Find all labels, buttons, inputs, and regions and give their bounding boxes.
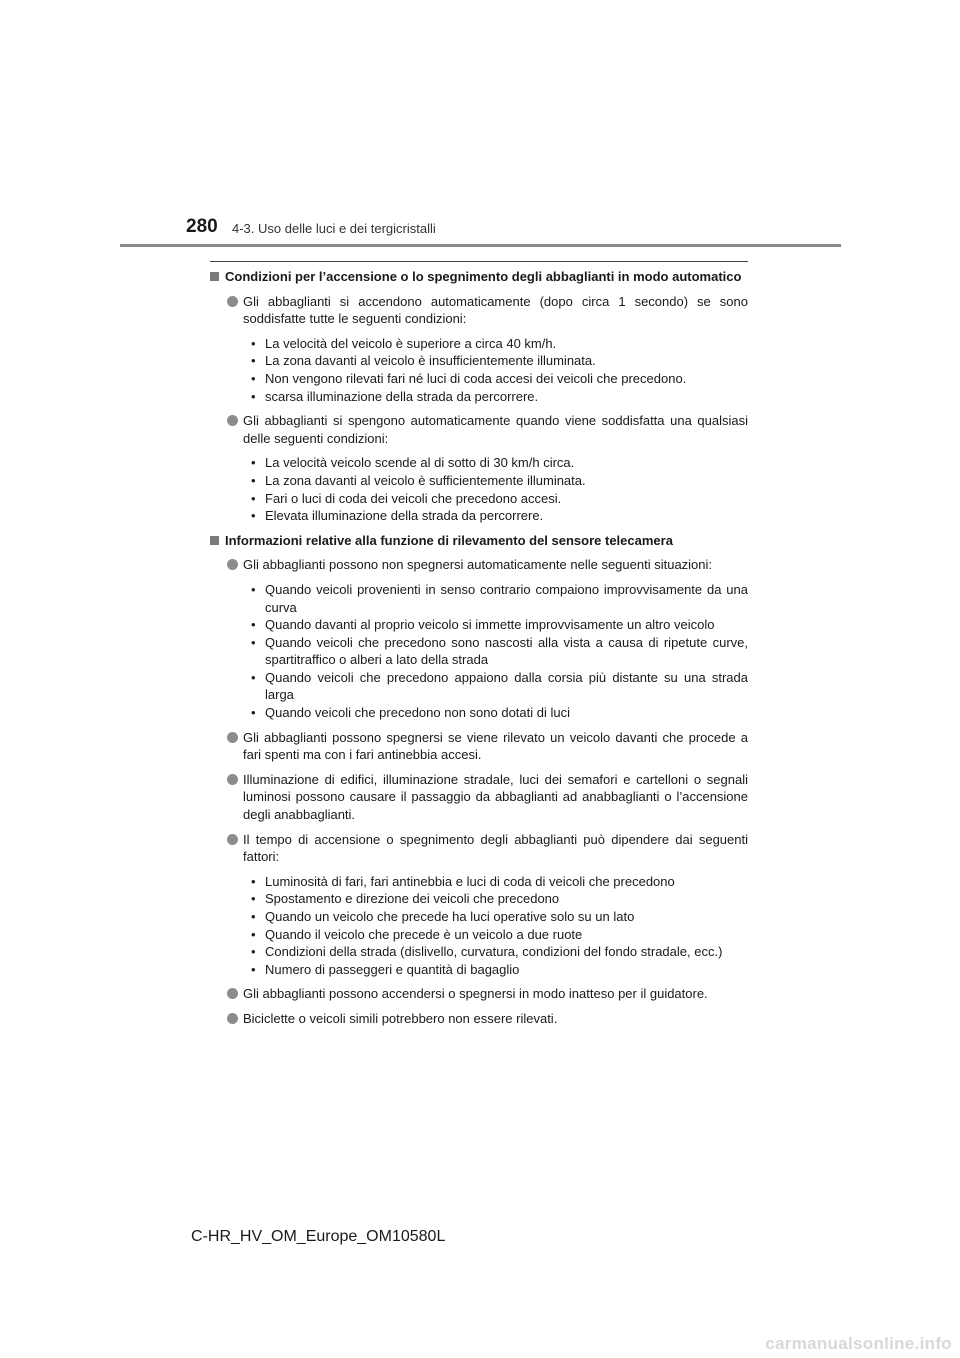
section <box>210 268 748 525</box>
paragraph <box>210 293 748 328</box>
list-item: • Quando veicoli che precedono appaiono dalla corsia più distante su una strada larga <box>251 669 748 704</box>
bullet-list <box>210 873 748 979</box>
bullet-list <box>210 335 748 405</box>
circle-bullet-icon <box>227 296 238 307</box>
bullet-list <box>210 454 748 524</box>
list-item: • Quando veicoli che precedono non sono dotati di luci <box>251 704 748 722</box>
circle-bullet-icon <box>227 1013 238 1024</box>
paragraph-text: Gli abbaglianti si accendono automaticamente (dopo circa 1 secondo) se sono soddisfatte tutte le seguenti condizioni: <box>243 293 748 327</box>
list-item: • La velocità veicolo scende al di sotto di 30 km/h circa. <box>251 454 748 472</box>
circle-bullet-icon <box>227 559 238 570</box>
list-item: • scarsa illuminazione della strada da percorrere. <box>251 388 748 406</box>
list-item: • La zona davanti al veicolo è insufficientemente illuminata. <box>251 352 748 370</box>
list-item: • Quando veicoli provenienti in senso contrario compaiono improvvisamente da una curva <box>251 581 748 616</box>
list-item: • Quando veicoli che precedono sono nascosti alla vista a causa di ripetute curve, spartitraffico o alberi a lato della strada <box>251 634 748 669</box>
watermark: carmanualsonline.info <box>765 1334 952 1353</box>
document-code: C-HR_HV_OM_Europe_OM10580L <box>191 1228 446 1245</box>
page-content <box>210 268 748 1035</box>
list-item: • Quando davanti al proprio veicolo si immette improvvisamente un altro veicolo <box>251 616 748 634</box>
paragraph-text: Gli abbaglianti possono non spegnersi automaticamente nelle seguenti situazioni: <box>243 557 713 573</box>
paragraph <box>210 729 748 764</box>
paragraph-text: Gli abbaglianti si spengono automaticamente quando viene soddisfatta una qualsiasi delle seguenti condizioni: <box>243 413 748 446</box>
section-heading <box>210 532 748 550</box>
circle-bullet-icon <box>227 732 238 743</box>
paragraph <box>210 412 748 447</box>
paragraph <box>210 985 748 1003</box>
paragraph <box>210 771 748 824</box>
list-item: • Elevata illuminazione della strada da percorrere. <box>251 507 748 525</box>
list-item: • Quando un veicolo che precede ha luci operative solo su un lato <box>251 908 748 926</box>
content-divider <box>210 261 748 262</box>
chapter-title: 4-3. Uso delle luci e dei tergicristalli <box>232 221 436 236</box>
section-title: Informazioni relative alla funzione di rilevamento del sensore telecamera <box>225 532 673 548</box>
circle-bullet-icon <box>227 415 238 426</box>
header-divider <box>120 244 841 247</box>
list-item: • Quando il veicolo che precede è un veicolo a due ruote <box>251 926 748 944</box>
square-bullet-icon <box>210 272 219 281</box>
circle-bullet-icon <box>227 834 238 845</box>
list-item: • Non vengono rilevati fari né luci di coda accesi dei veicoli che precedono. <box>251 370 748 388</box>
section <box>210 532 748 1028</box>
list-item: • La zona davanti al veicolo è sufficientemente illuminata. <box>251 472 748 490</box>
paragraph <box>210 831 748 866</box>
paragraph <box>210 556 748 574</box>
paragraph-text: Illuminazione di edifici, illuminazione stradale, luci dei semafori e cartelloni o segnali luminosi possono causare il passaggio da abbaglianti ad anabbaglianti o l’accensione degli anabbaglianti. <box>243 771 748 823</box>
circle-bullet-icon <box>227 988 238 999</box>
list-item: • Fari o luci di coda dei veicoli che precedono accesi. <box>251 490 748 508</box>
list-item: • La velocità del veicolo è superiore a circa 40 km/h. <box>251 335 748 353</box>
paragraph-text: Biciclette o veicoli simili potrebbero non essere rilevati. <box>243 1010 558 1026</box>
list-item: • Condizioni della strada (dislivello, curvatura, condizioni del fondo stradale, ecc.) <box>251 943 748 961</box>
circle-bullet-icon <box>227 774 238 785</box>
list-item: • Luminosità di fari, fari antinebbia e luci di coda di veicoli che precedono <box>251 873 748 891</box>
list-item: • Numero di passeggeri e quantità di bagaglio <box>251 961 748 979</box>
list-item: • Spostamento e direzione dei veicoli che precedono <box>251 890 748 908</box>
bullet-list <box>210 581 748 722</box>
section-title: Condizioni per l’accensione o lo spegnimento degli abbaglianti in modo automatico <box>225 269 742 284</box>
paragraph-text: Gli abbaglianti possono spegnersi se viene rilevato un veicolo davanti che procede a fari spenti ma con i fari antinebbia accesi. <box>243 729 748 763</box>
square-bullet-icon <box>210 536 219 545</box>
section-heading <box>210 268 748 286</box>
page-number: 280 <box>186 216 218 237</box>
paragraph <box>210 1010 748 1028</box>
paragraph-text: Il tempo di accensione o spegnimento degli abbaglianti può dipendere dai seguenti fattori: <box>243 831 748 865</box>
paragraph-text: Gli abbaglianti possono accendersi o spegnersi in modo inatteso per il guidatore. <box>243 986 708 1002</box>
